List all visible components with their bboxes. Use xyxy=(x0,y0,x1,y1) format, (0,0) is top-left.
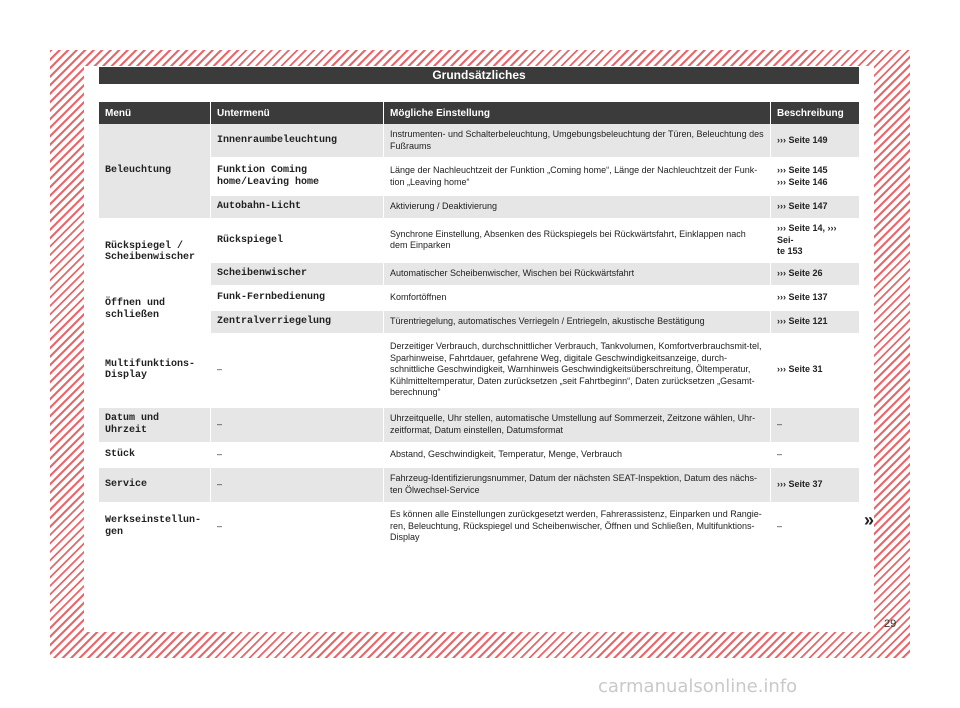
submenu-cell: – xyxy=(211,335,384,408)
submenu-cell: – xyxy=(211,504,384,552)
submenu-cell: – xyxy=(211,444,384,468)
table-row xyxy=(99,263,859,287)
setting-cell: Instrumenten- und Schalterbeleuchtung, Umgebungsbeleuchtung der Türen, Beleuchtung des Fußraums xyxy=(384,124,771,159)
reference-cell: ››› Seite 137 xyxy=(771,287,859,311)
column-header-setting: Mögliche Einstellung xyxy=(384,102,771,124)
setting-cell: Türentriegelung, automatisches Verriegeln / Entriegeln, akustische Bestätigung xyxy=(384,311,771,335)
submenu-cell: Innenraumbeleuchtung xyxy=(211,124,384,159)
submenu-cell: – xyxy=(211,408,384,444)
setting-cell: Derzeitiger Verbrauch, durchschnittlicher Verbrauch, Tankvolumen, Komfortverbrauchsmit-tel, Sparhinweise, Fahrtdauer, gefahrene Weg, digitale Geschwindigkeitsanzeige, durch-schnittliche Geschwindigkeit, Warnhinweis Geschwindigkeitsüberschreitung, Öltemperatur, Kühlmitteltemperatur, Daten zurücksetzen „seit Fahrtbeginn“, Daten zurücksetzen „Gesamt-berechnung“ xyxy=(384,335,771,408)
reference-cell: ››› Seite 121 xyxy=(771,311,859,335)
table-row xyxy=(99,504,859,552)
menu-cell: Werkseinstellun-gen xyxy=(99,504,211,552)
table-row xyxy=(99,159,859,196)
submenu-cell: Rückspiegel xyxy=(211,220,384,263)
table-row xyxy=(99,468,859,504)
submenu-cell: Autobahn-Licht xyxy=(211,196,384,220)
setting-cell: Abstand, Geschwindigkeit, Temperatur, Menge, Verbrauch xyxy=(384,444,771,468)
page-title: Grundsätzliches xyxy=(99,67,859,84)
reference-cell: – xyxy=(771,408,859,444)
table-row xyxy=(99,287,859,311)
reference-cell: ››› Seite 31 xyxy=(771,335,859,408)
menu-cell: Stück xyxy=(99,444,211,468)
menu-cell: Service xyxy=(99,468,211,504)
reference-cell: ››› Seite 37 xyxy=(771,468,859,504)
setting-cell: Synchrone Einstellung, Absenken des Rückspiegels bei Rückwärtsfahrt, Einklappen nach dem Einparken xyxy=(384,220,771,263)
table-row xyxy=(99,408,859,444)
continue-arrow-icon: » xyxy=(864,510,875,530)
reference-cell: ››› Seite 26 xyxy=(771,263,859,287)
setting-cell: Länge der Nachleuchtzeit der Funktion „Coming home“, Länge der Nachleuchtzeit der Funk-tion „Leaving home“ xyxy=(384,159,771,196)
submenu-cell: Funk-Fernbedienung xyxy=(211,287,384,311)
column-header-description: Beschreibung xyxy=(771,102,859,124)
column-header-submenu: Untermenü xyxy=(211,102,384,124)
menu-cell: Rückspiegel / Scheibenwischer xyxy=(99,220,211,287)
setting-cell: Es können alle Einstellungen zurückgesetzt werden, Fahrerassistenz, Einparken und Rangie-ren, Beleuchtung, Rückspiegel und Scheibenwischer, Öffnen und Schließen, Multifunktions-Display xyxy=(384,504,771,552)
column-header-menu: Menü xyxy=(99,102,211,124)
reference-cell: – xyxy=(771,444,859,468)
watermark: carmanualsonline.info xyxy=(598,676,798,697)
table-row xyxy=(99,124,859,159)
menu-cell: Öffnen und schließen xyxy=(99,287,211,335)
submenu-cell: Scheibenwischer xyxy=(211,263,384,287)
menu-cell: Datum und Uhrzeit xyxy=(99,408,211,444)
reference-cell: ››› Seite 149 xyxy=(771,124,859,159)
submenu-cell: Zentralverriegelung xyxy=(211,311,384,335)
table-row xyxy=(99,311,859,335)
submenu-cell: Funktion Coming home/Leaving home xyxy=(211,159,384,196)
reference-cell: ››› Seite 14, ››› Sei- te 153 xyxy=(771,220,859,263)
table-row xyxy=(99,220,859,263)
table-row xyxy=(99,335,859,408)
settings-table xyxy=(99,102,859,552)
setting-cell: Komfortöffnen xyxy=(384,287,771,311)
setting-cell: Uhrzeitquelle, Uhr stellen, automatische Umstellung auf Sommerzeit, Zeitzone wählen, Uhr-zeitformat, Datum einstellen, Datumsformat xyxy=(384,408,771,444)
reference-cell: – xyxy=(771,504,859,552)
setting-cell: Fahrzeug-Identifizierungsnummer, Datum der nächsten SEAT-Inspektion, Datum des nächs-ten Ölwechsel-Service xyxy=(384,468,771,504)
reference-cell: ››› Seite 147 xyxy=(771,196,859,220)
setting-cell: Automatischer Scheibenwischer, Wischen bei Rückwärtsfahrt xyxy=(384,263,771,287)
table-header-row xyxy=(99,102,859,124)
table-row xyxy=(99,444,859,468)
submenu-cell: – xyxy=(211,468,384,504)
menu-cell: Multifunktions-Display xyxy=(99,335,211,408)
reference-cell: ››› Seite 145 ››› Seite 146 xyxy=(771,159,859,196)
page-number: 29 xyxy=(884,618,897,630)
table-row xyxy=(99,196,859,220)
menu-cell: Beleuchtung xyxy=(99,124,211,220)
setting-cell: Aktivierung / Deaktivierung xyxy=(384,196,771,220)
